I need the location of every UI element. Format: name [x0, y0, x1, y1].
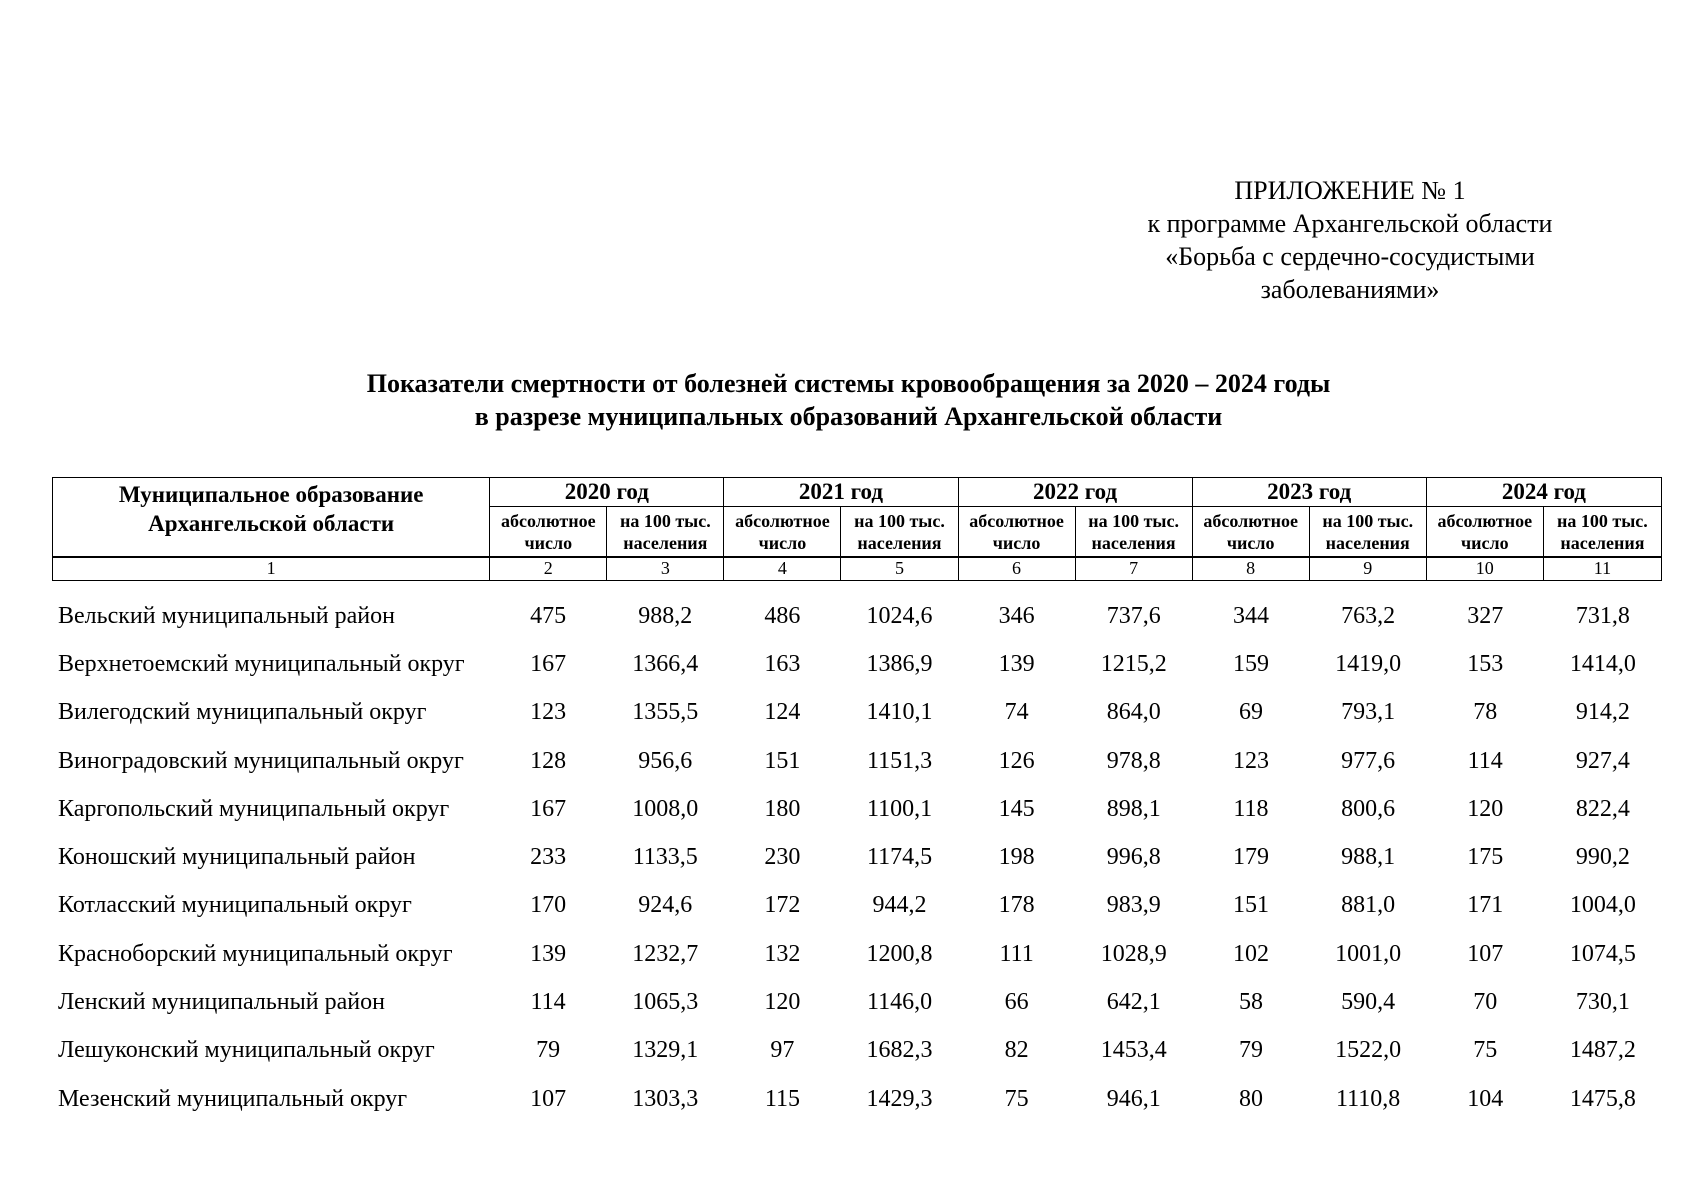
appendix-line: ПРИЛОЖЕНИЕ № 1	[1234, 176, 1466, 205]
absolute-value-cell: 163	[764, 650, 801, 677]
absolute-value-cell: 123	[530, 699, 567, 726]
title-line: Показатели смертности от болезней системы кровообращения за 2020 – 2024 годы	[366, 369, 1331, 398]
subheader-line: число	[524, 533, 573, 553]
rate-value-cell: 1487,2	[1569, 1037, 1636, 1064]
rate-value-cell: 1028,9	[1100, 940, 1167, 967]
rate-value-cell: 590,4	[1341, 989, 1396, 1016]
subheader-line: населения	[857, 533, 942, 553]
rate-value-cell: 924,6	[638, 892, 693, 919]
rate-value-cell: 1008,0	[632, 795, 699, 822]
absolute-value-cell: 78	[1473, 699, 1498, 726]
subheader-per-100k	[841, 507, 958, 558]
absolute-value-cell: 74	[1004, 699, 1029, 726]
municipality-name: Виноградовский муниципальный округ	[58, 747, 464, 774]
rate-value-cell: 914,2	[1575, 699, 1630, 726]
municipality-name: Ленский муниципальный район	[58, 989, 385, 1016]
rate-value-cell: 763,2	[1341, 602, 1396, 629]
absolute-value-cell: 120	[764, 989, 801, 1016]
municipality-name: Коношский муниципальный район	[58, 844, 416, 871]
absolute-value-cell: 58	[1238, 989, 1263, 1016]
rate-value-cell: 731,8	[1575, 602, 1630, 629]
subheader-absolute	[724, 507, 841, 558]
subheader-absolute	[958, 507, 1075, 558]
absolute-value-cell: 180	[764, 795, 801, 822]
column-number: 9	[1309, 557, 1426, 581]
absolute-value-cell: 153	[1467, 650, 1504, 677]
rate-value-cell: 730,1	[1575, 989, 1630, 1016]
subheader-line: на 100 тыс.	[854, 511, 945, 531]
municipality-name: Вельский муниципальный район	[58, 602, 395, 629]
rate-value-cell: 983,9	[1106, 892, 1161, 919]
appendix-line: «Борьба с сердечно-сосудистыми	[1165, 242, 1535, 271]
subheader-line: населения	[623, 533, 708, 553]
year-header: 2023 год	[1192, 478, 1426, 507]
rate-value-cell: 1522,0	[1335, 1037, 1402, 1064]
rate-value-cell: 1366,4	[632, 650, 699, 677]
subheader-line: населения	[1325, 533, 1410, 553]
appendix-header	[1130, 174, 1570, 306]
rate-value-cell: 1110,8	[1335, 1085, 1401, 1112]
municipality-header	[53, 478, 490, 558]
column-number: 6	[958, 557, 1075, 581]
data-table	[52, 592, 1662, 1123]
absolute-value-cell: 115	[764, 1085, 800, 1112]
absolute-value-cell: 107	[1467, 940, 1504, 967]
subheader-line: населения	[1560, 533, 1645, 553]
column-number: 1	[53, 557, 490, 581]
rate-value-cell: 1151,3	[866, 747, 933, 774]
absolute-value-cell: 124	[764, 699, 801, 726]
rate-value-cell: 978,8	[1106, 747, 1161, 774]
subheader-line: число	[992, 533, 1041, 553]
absolute-value-cell: 69	[1238, 699, 1263, 726]
absolute-value-cell: 118	[1233, 795, 1269, 822]
absolute-value-cell: 97	[770, 1037, 795, 1064]
subheader-line: абсолютное	[735, 511, 830, 531]
column-number: 5	[841, 557, 958, 581]
rate-value-cell: 1100,1	[866, 795, 933, 822]
table-row	[52, 785, 1662, 833]
table-row	[52, 833, 1662, 881]
rate-value-cell: 1329,1	[632, 1037, 699, 1064]
absolute-value-cell: 111	[999, 940, 1034, 967]
absolute-value-cell: 104	[1467, 1085, 1504, 1112]
year-header: 2024 год	[1426, 478, 1661, 507]
rate-value-cell: 1429,3	[866, 1085, 933, 1112]
rate-value-cell: 642,1	[1106, 989, 1161, 1016]
absolute-value-cell: 151	[764, 747, 801, 774]
rate-value-cell: 1410,1	[866, 699, 933, 726]
absolute-value-cell: 132	[764, 940, 801, 967]
absolute-value-cell: 139	[530, 940, 567, 967]
municipality-name: Мезенский муниципальный округ	[58, 1085, 408, 1112]
subheader-per-100k	[1075, 507, 1192, 558]
appendix-line: заболеваниями»	[1260, 275, 1440, 304]
rate-value-cell: 990,2	[1575, 844, 1630, 871]
absolute-value-cell: 79	[1238, 1037, 1263, 1064]
subheader-absolute	[490, 507, 607, 558]
rate-value-cell: 1001,0	[1335, 940, 1402, 967]
rate-value-cell: 946,1	[1106, 1085, 1161, 1112]
table-row	[52, 640, 1662, 688]
column-number-row	[52, 556, 1662, 581]
absolute-value-cell: 145	[998, 795, 1035, 822]
absolute-value-cell: 66	[1004, 989, 1029, 1016]
table-row	[52, 882, 1662, 930]
column-number: 11	[1543, 557, 1661, 581]
rate-value-cell: 1004,0	[1569, 892, 1636, 919]
column-number: 3	[607, 557, 724, 581]
rate-value-cell: 1024,6	[866, 602, 933, 629]
rate-value-cell: 1200,8	[866, 940, 933, 967]
absolute-value-cell: 75	[1473, 1037, 1498, 1064]
rate-value-cell: 988,1	[1341, 844, 1396, 871]
subheader-absolute	[1192, 507, 1309, 558]
document-title	[0, 367, 1697, 433]
rate-value-cell: 1453,4	[1100, 1037, 1167, 1064]
rate-value-cell: 988,2	[638, 602, 693, 629]
rate-value-cell: 977,6	[1341, 747, 1396, 774]
rate-value-cell: 1475,8	[1569, 1085, 1636, 1112]
table-row	[52, 1027, 1662, 1075]
rate-value-cell: 1682,3	[866, 1037, 933, 1064]
absolute-value-cell: 198	[998, 844, 1035, 871]
absolute-value-cell: 170	[530, 892, 567, 919]
subheader-per-100k	[1543, 507, 1661, 558]
table-row	[52, 689, 1662, 737]
municipality-header-line: Муниципальное образование	[118, 482, 424, 507]
table-row	[52, 930, 1662, 978]
subheader-line: абсолютное	[1203, 511, 1298, 531]
absolute-value-cell: 344	[1232, 602, 1269, 629]
column-number: 2	[490, 557, 607, 581]
rate-value-cell: 956,6	[638, 747, 693, 774]
absolute-value-cell: 486	[764, 602, 801, 629]
municipality-header-line: Архангельской области	[148, 511, 395, 536]
table-header	[52, 477, 1662, 558]
subheader-per-100k	[1309, 507, 1426, 558]
absolute-value-cell: 114	[1467, 747, 1503, 774]
title-line: в разрезе муниципальных образований Архангельской области	[474, 402, 1223, 431]
absolute-value-cell: 178	[998, 892, 1035, 919]
municipality-name: Лешуконский муниципальный округ	[58, 1037, 435, 1064]
table-row	[52, 737, 1662, 785]
absolute-value-cell: 126	[998, 747, 1035, 774]
rate-value-cell: 1146,0	[866, 989, 933, 1016]
rate-value-cell: 1133,5	[632, 844, 698, 871]
subheader-line: на 100 тыс.	[1088, 511, 1179, 531]
absolute-value-cell: 475	[530, 602, 567, 629]
rate-value-cell: 1174,5	[866, 844, 933, 871]
subheader-absolute	[1426, 507, 1543, 558]
subheader-line: на 100 тыс.	[1322, 511, 1414, 531]
absolute-value-cell: 80	[1238, 1085, 1263, 1112]
table-row	[52, 1075, 1662, 1123]
subheader-line: на 100 тыс.	[619, 511, 711, 531]
rate-value-cell: 1215,2	[1100, 650, 1167, 677]
subheader-line: число	[1460, 533, 1509, 553]
absolute-value-cell: 107	[530, 1085, 567, 1112]
absolute-value-cell: 159	[1232, 650, 1269, 677]
absolute-value-cell: 82	[1004, 1037, 1029, 1064]
municipality-name: Верхнетоемский муниципальный округ	[58, 650, 465, 677]
rate-value-cell: 1303,3	[632, 1085, 699, 1112]
table-row	[52, 978, 1662, 1026]
rate-value-cell: 793,1	[1341, 699, 1396, 726]
absolute-value-cell: 75	[1004, 1085, 1029, 1112]
absolute-value-cell: 79	[536, 1037, 561, 1064]
absolute-value-cell: 171	[1467, 892, 1504, 919]
subheader-line: абсолютное	[969, 511, 1064, 531]
municipality-name: Котласский муниципальный округ	[58, 892, 412, 919]
rate-value-cell: 1065,3	[632, 989, 699, 1016]
absolute-value-cell: 172	[764, 892, 801, 919]
rate-value-cell: 1414,0	[1569, 650, 1636, 677]
rate-value-cell: 996,8	[1106, 844, 1161, 871]
absolute-value-cell: 151	[1232, 892, 1269, 919]
municipality-name: Красноборский муниципальный округ	[58, 940, 453, 967]
rate-value-cell: 881,0	[1341, 892, 1396, 919]
absolute-value-cell: 230	[764, 844, 801, 871]
absolute-value-cell: 233	[530, 844, 567, 871]
rate-value-cell: 822,4	[1575, 795, 1630, 822]
municipality-name: Вилегодский муниципальный округ	[58, 699, 427, 726]
rate-value-cell: 864,0	[1106, 699, 1161, 726]
rate-value-cell: 1419,0	[1335, 650, 1402, 677]
rate-value-cell: 1355,5	[632, 699, 699, 726]
absolute-value-cell: 70	[1473, 989, 1498, 1016]
absolute-value-cell: 139	[998, 650, 1035, 677]
absolute-value-cell: 179	[1232, 844, 1269, 871]
subheader-line: на 100 тыс.	[1557, 511, 1648, 531]
absolute-value-cell: 128	[530, 747, 567, 774]
absolute-value-cell: 167	[530, 795, 567, 822]
subheader-line: населения	[1091, 533, 1176, 553]
year-header: 2021 год	[724, 478, 958, 507]
rate-value-cell: 737,6	[1106, 602, 1161, 629]
rate-value-cell: 800,6	[1341, 795, 1396, 822]
column-number: 4	[724, 557, 841, 581]
subheader-line: число	[758, 533, 807, 553]
absolute-value-cell: 175	[1467, 844, 1504, 871]
absolute-value-cell: 120	[1467, 795, 1504, 822]
rate-value-cell: 944,2	[872, 892, 927, 919]
absolute-value-cell: 167	[530, 650, 567, 677]
subheader-per-100k	[607, 507, 724, 558]
subheader-line: абсолютное	[501, 511, 596, 531]
rate-value-cell: 1386,9	[866, 650, 933, 677]
absolute-value-cell: 102	[1232, 940, 1269, 967]
year-header: 2022 год	[958, 478, 1192, 507]
column-number: 8	[1192, 557, 1309, 581]
subheader-line: абсолютное	[1437, 511, 1533, 531]
year-header: 2020 год	[490, 478, 724, 507]
rate-value-cell: 1074,5	[1569, 940, 1636, 967]
absolute-value-cell: 114	[530, 989, 566, 1016]
rate-value-cell: 927,4	[1575, 747, 1630, 774]
absolute-value-cell: 327	[1467, 602, 1504, 629]
table-row	[52, 592, 1662, 640]
absolute-value-cell: 123	[1232, 747, 1269, 774]
subheader-line: число	[1226, 533, 1275, 553]
column-number: 7	[1075, 557, 1192, 581]
absolute-value-cell: 346	[998, 602, 1035, 629]
rate-value-cell: 1232,7	[632, 940, 699, 967]
municipality-name: Каргопольский муниципальный округ	[58, 795, 450, 822]
appendix-line: к программе Архангельской области	[1147, 209, 1553, 238]
column-number: 10	[1426, 557, 1543, 581]
rate-value-cell: 898,1	[1106, 795, 1161, 822]
